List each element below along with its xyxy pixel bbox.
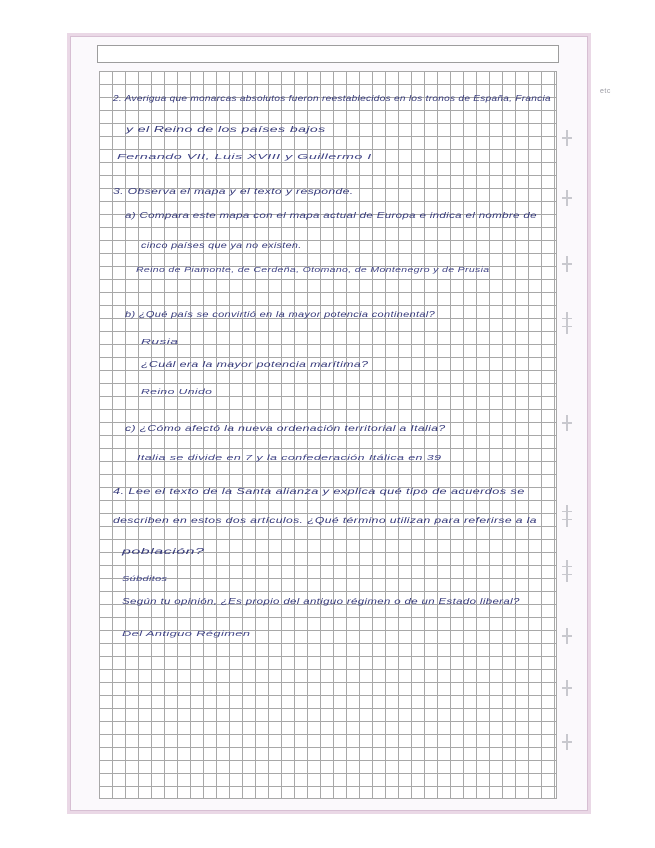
margin-tick-mark <box>562 415 572 431</box>
question-line-q3: 3. Observa el mapa y el texto y responde. <box>113 187 354 196</box>
answer-line-a4b: Del Antiguo Régimen <box>122 629 251 638</box>
answer-line-a3a: Reino de Piamonte, de Cerdeña, Otomano, de Montenegro y de Prusia <box>136 265 490 274</box>
margin-tick-mark <box>562 680 572 696</box>
margin-tick-mark <box>562 628 572 644</box>
question-line-q2-cont: y el Reino de los países bajos <box>126 125 326 134</box>
margin-tick-mark <box>562 560 572 582</box>
answer-line-a3c: Italia se divide en 7 y la confederación Itálica en 39 <box>137 453 442 462</box>
margin-tick-mark <box>562 312 572 334</box>
question-line-q2: 2. Averigua que monarcas absolutos fueron reestablecidos en los tronos de España, Francia <box>113 94 551 103</box>
margin-tick-mark <box>562 190 572 206</box>
corner-label: etc <box>600 88 611 95</box>
question-line-q4-cont: describen en estos dos artículos. ¿Qué término utilizan para referirse a la <box>113 516 537 525</box>
answer-line-a3b2: Reino Unido <box>141 387 213 396</box>
header-box <box>97 45 559 63</box>
grid-paper <box>99 71 557 799</box>
question-line-q4b: Según tu opinión, ¿Es propio del antiguo régimen o de un Estado liberal? <box>122 597 520 606</box>
answer-line-a4: Súbditos <box>122 574 168 583</box>
question-line-q4: 4. Lee el texto de la Santa alianza y explica qué tipo de acuerdos se <box>113 487 525 496</box>
margin-tick-mark <box>562 130 572 146</box>
margin-tick-mark <box>562 505 572 527</box>
question-line-q4-cont2: población? <box>122 547 205 556</box>
question-line-q3b: b) ¿Qué país se convirtió en la mayor potencia continental? <box>125 310 436 319</box>
margin-tick-mark <box>562 734 572 750</box>
answer-line-a3b: Rusia <box>141 337 179 346</box>
question-line-q3a: a) Compara este mapa con el mapa actual de Europa e indica el nombre de <box>125 211 537 220</box>
margin-tick-mark <box>562 256 572 272</box>
question-line-q3c: c) ¿Cómo afectó la nueva ordenación territorial a Italia? <box>125 424 446 433</box>
answer-line-a2: Fernando VII, Luis XVIII y Guillermo I <box>117 152 372 161</box>
question-line-q3b2: ¿Cuál era la mayor potencia marítima? <box>141 360 369 369</box>
question-line-q3a-cont: cinco países que ya no existen. <box>141 241 302 250</box>
